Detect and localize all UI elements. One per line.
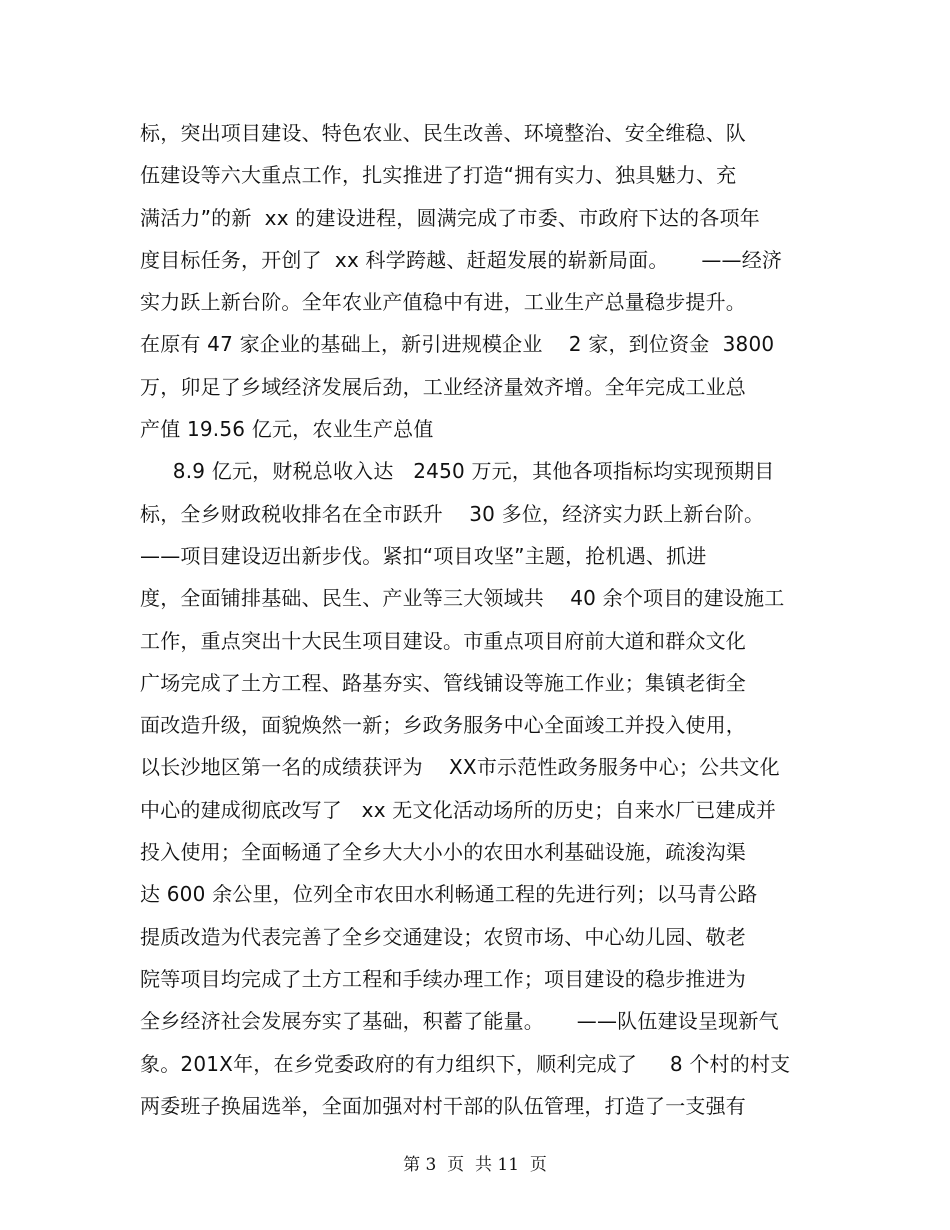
text-line: 产值 19.56 亿元，农业生产总值 [140, 417, 434, 442]
text-line: 面改造升级，面貌焕然一新；乡政务服务中心全面竣工并投入使用， [140, 713, 746, 738]
text-line: 提质改造为代表完善了全乡交通建设；农贸市场、中心幼儿园、敬老 [140, 924, 746, 949]
text-line: 8.9 亿元，财税总收入达 2450 万元，其他各项指标均实现预期目 [140, 459, 775, 484]
page-number-footer: 第 3 页 共 11 页 [403, 1155, 547, 1175]
text-line: ——项目建设迈出新步伐。紧扣“项目攻坚”主题，抢机遇、抓进 [140, 543, 707, 568]
text-line: 实力跃上新台阶。全年农业产值稳中有进，工业生产总量稳步提升。 [140, 290, 746, 315]
text-line: 中心的建成彻底改写了 xx 无文化活动场所的历史；自来水厂已建成并 [140, 797, 777, 822]
text-line: 在原有 47 家企业的基础上，新引进规模企业 2 家，到位资金 3800 [140, 332, 775, 357]
text-line: 度，全面铺排基础、民生、产业等三大领域共 40 余个项目的建设施工 [140, 586, 785, 611]
text-line: 万，卯足了乡域经济发展后劲，工业经济量效齐增。全年完成工业总 [140, 374, 746, 399]
text-line: 全乡经济社会发展夯实了基础，积蓄了能量。 ——队伍建设呈现新气 [140, 1009, 779, 1034]
text-line: 广场完成了土方工程、路基夯实、管线铺设等施工作业；集镇老街全 [140, 670, 746, 695]
text-line: 伍建设等六大重点工作，扎实推进了打造“拥有实力、独具魅力、充 [140, 163, 737, 188]
text-line: 达 600 余公里，位列全市农田水利畅通工程的先进行列；以马青公路 [140, 882, 758, 907]
text-line: 工作，重点突出十大民生项目建设。市重点项目府前大道和群众文化 [140, 628, 746, 653]
text-line: 象。201X年，在乡党委政府的有力组织下，顺利完成了 8 个村的村支 [140, 1051, 791, 1076]
text-line: 院等项目均完成了土方工程和手续办理工作；项目建设的稳步推进为 [140, 966, 746, 991]
text-line: 满活力”的新 xx 的建设进程，圆满完成了市委、市政府下达的各项年 [140, 205, 760, 230]
text-line: 度目标任务，开创了 xx 科学跨越、赶超发展的崭新局面。 ——经济 [140, 247, 783, 272]
text-line: 投入使用；全面畅通了全乡大大小小的农田水利基础设施，疏浚沟渠 [140, 840, 746, 865]
body-text [140, 112, 840, 1127]
text-line: 标，突出项目建设、特色农业、民生改善、环境整治、安全维稳、队 [140, 121, 746, 145]
text-line: 标，全乡财政税收排名在全市跃升 30 多位，经济实力跃上新台阶。 [140, 501, 765, 526]
text-line: 以长沙地区第一名的成绩获评为 XX市示范性政务服务中心；公共文化 [140, 755, 780, 780]
text-line: 两委班子换届选举，全面加强对村干部的队伍管理，打造了一支强有 [140, 1093, 746, 1118]
